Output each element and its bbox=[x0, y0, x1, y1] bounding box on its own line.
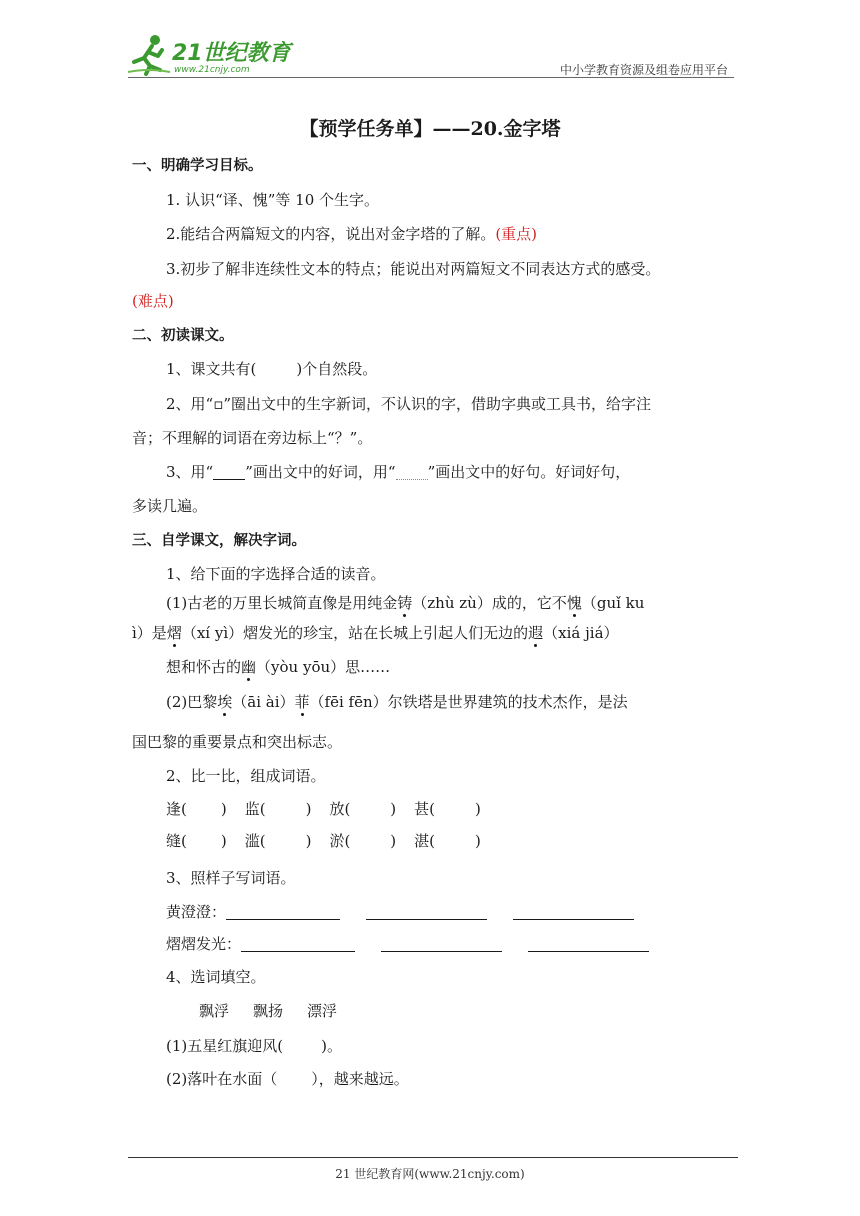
answer-blank[interactable] bbox=[528, 933, 649, 952]
compare-item: 淤( bbox=[329, 832, 351, 850]
page-title: 【预学任务单】——20.金字塔 bbox=[299, 118, 561, 140]
fill-1 bbox=[166, 1035, 342, 1057]
compare-close: ) bbox=[220, 800, 227, 818]
header-divider bbox=[128, 77, 734, 78]
p1-l3-b: （yòu yōu）思…… bbox=[256, 658, 391, 676]
fill-2-end: ），越来越远。 bbox=[311, 1070, 409, 1088]
q2-3-b: ”画出文中的好词，用“ bbox=[245, 463, 396, 481]
question-2-3-line1 bbox=[166, 461, 630, 483]
compare-close: ) bbox=[475, 800, 481, 818]
question-2-1 bbox=[166, 358, 377, 380]
q2-1-end: )个自然段。 bbox=[296, 360, 378, 378]
dotted-char: 幽 bbox=[241, 658, 257, 676]
dotted-char: 愧 bbox=[566, 594, 582, 612]
example-row-2 bbox=[166, 933, 649, 955]
logo-url: www.21cnjy.com bbox=[174, 65, 250, 75]
fill-1-start: (1)五星红旗迎风( bbox=[166, 1037, 284, 1055]
question-3-4: 4、选词填空。 bbox=[166, 968, 266, 986]
passage-1-line2 bbox=[132, 622, 619, 644]
word-choice: 飘扬 bbox=[253, 1002, 284, 1020]
q2-3-a: 3、用“ bbox=[166, 463, 214, 481]
p1-l3-a: 想和怀古的 bbox=[166, 658, 242, 676]
dotted-char: 铸 bbox=[397, 594, 413, 612]
fill-1-end: )。 bbox=[321, 1037, 342, 1055]
compare-item: 监( bbox=[244, 800, 266, 818]
footer-divider bbox=[128, 1157, 738, 1158]
p1-l2-c: （xiá jiá） bbox=[543, 624, 619, 642]
goal-2-tag: (重点) bbox=[495, 225, 538, 243]
compare-row-2 bbox=[166, 830, 481, 852]
compare-item: 放( bbox=[329, 800, 351, 818]
page-header bbox=[128, 30, 734, 78]
section-2-heading: 二、初读课文。 bbox=[132, 328, 234, 344]
answer-blank[interactable] bbox=[241, 933, 355, 952]
site-logo bbox=[128, 32, 298, 78]
p1-l1-b: （zhù zù）成的，它不 bbox=[412, 594, 567, 612]
example-label: 黄澄澄： bbox=[166, 903, 227, 921]
passage-2-line1 bbox=[166, 691, 628, 713]
compare-item: 缝( bbox=[166, 832, 187, 850]
runner-icon bbox=[128, 32, 172, 76]
answer-blank[interactable] bbox=[366, 901, 487, 920]
compare-close: ) bbox=[390, 832, 397, 850]
question-2-3-line2: 多读几遍。 bbox=[132, 497, 208, 515]
fill-2 bbox=[166, 1068, 409, 1090]
p2-l1-c: （fēi fēn）尔铁塔是世界建筑的技术杰作，是法 bbox=[309, 693, 628, 711]
question-3-1: 1、给下面的字选择合适的读音。 bbox=[166, 565, 386, 583]
goal-3: 3.初步了解非连续性文本的特点；能说出对两篇短文不同表达方式的感受。 bbox=[166, 260, 661, 278]
goal-3-tag: (难点) bbox=[132, 292, 174, 310]
fill-2-start: (2)落叶在水面（ bbox=[166, 1070, 278, 1088]
goal-1: 1. 认识“译、愧”等 10 个生字。 bbox=[166, 191, 380, 209]
dotted-char: 遐 bbox=[528, 624, 544, 642]
question-3-2: 2、比一比，组成词语。 bbox=[166, 767, 326, 785]
logo-text: 21世纪教育 bbox=[172, 41, 291, 66]
compare-close: ) bbox=[220, 832, 227, 850]
compare-row-1 bbox=[166, 798, 481, 820]
word-choice: 飘浮 bbox=[199, 1002, 230, 1020]
answer-blank[interactable] bbox=[226, 901, 340, 920]
platform-name: 中小学教育资源及组卷应用平台 bbox=[559, 63, 728, 77]
dotted-char: 熠 bbox=[166, 624, 182, 642]
compare-item: 逢( bbox=[166, 800, 187, 818]
passage-1-line1 bbox=[166, 592, 644, 614]
section-1-heading: 一、明确学习目标。 bbox=[132, 158, 263, 174]
passage-2-line2: 国巴黎的重要景点和突出标志。 bbox=[132, 733, 343, 751]
goal-2 bbox=[166, 223, 537, 245]
question-2-2-line2: 音；不理解的词语在旁边标上“？”。 bbox=[132, 429, 373, 447]
word-choices bbox=[199, 1000, 337, 1022]
goal-2-text: 2.能结合两篇短文的内容，说出对金字塔的了解。 bbox=[166, 225, 496, 243]
p1-l2-a: ì）是 bbox=[132, 624, 167, 642]
compare-item: 甚( bbox=[414, 800, 436, 818]
example-label: 熠熠发光： bbox=[166, 935, 242, 953]
wavy-underline-sample bbox=[396, 461, 428, 480]
dotted-char: 埃 bbox=[217, 693, 233, 711]
p2-l1-a: (2)巴黎 bbox=[166, 693, 218, 711]
compare-close: ) bbox=[475, 832, 481, 850]
straight-underline-sample bbox=[213, 461, 245, 480]
question-2-2-line1: 2、用“▫”圈出文中的生字新词，不认识的字，借助字典或工具书，给字注 bbox=[166, 395, 652, 413]
compare-item: 湛( bbox=[414, 832, 436, 850]
answer-blank[interactable] bbox=[381, 933, 502, 952]
passage-1-line3 bbox=[166, 656, 390, 678]
p2-l1-b: （āi ài） bbox=[232, 693, 295, 711]
compare-close: ) bbox=[305, 800, 312, 818]
compare-close: ) bbox=[390, 800, 397, 818]
section-3-heading: 三、自学课文，解决字词。 bbox=[132, 533, 306, 549]
compare-close: ) bbox=[305, 832, 312, 850]
q2-3-c: ”画出文中的好句。好词好句， bbox=[427, 463, 631, 481]
page-footer: 21 世纪教育网(www.21cnjy.com) bbox=[335, 1167, 525, 1181]
word-choice: 漂浮 bbox=[307, 1002, 338, 1020]
q2-1-start: 1、课文共有( bbox=[166, 360, 257, 378]
dotted-char: 菲 bbox=[294, 693, 310, 711]
question-3-3: 3、照样子写词语。 bbox=[166, 869, 296, 887]
answer-blank[interactable] bbox=[513, 901, 634, 920]
compare-item: 滥( bbox=[244, 832, 266, 850]
example-row-1 bbox=[166, 901, 634, 923]
p1-l1-c: （guǐ ku bbox=[581, 594, 645, 612]
p1-l2-b: （xí yì）熠发光的珍宝，站在长城上引起人们无边的 bbox=[181, 624, 529, 642]
p1-l1-a: (1)古老的万里长城简直像是用纯金 bbox=[166, 594, 398, 612]
